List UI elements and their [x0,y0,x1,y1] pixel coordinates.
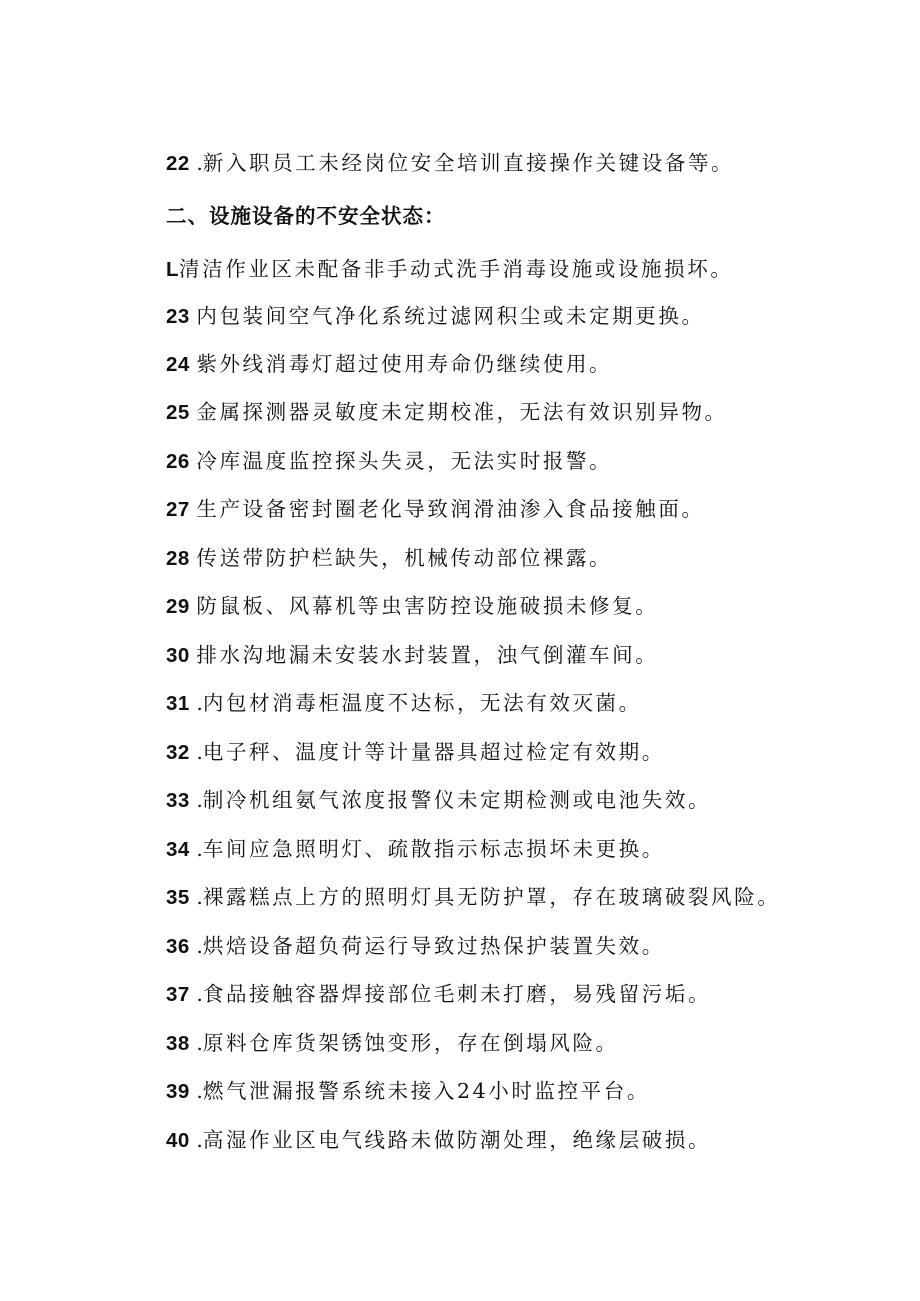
list-item-32: 32 .电子秤、温度计等计量器具超过检定有效期。 [166,740,665,764]
list-item-33: 33 .制冷机组氨气浓度报警仪未定期检测或电池失效。 [166,788,712,812]
list-item-31: 31 .内包材消毒柜温度不达标，无法有效灭菌。 [166,691,642,715]
item-text: 车间应急照明灯、疏散指示标志损坏未更换。 [202,837,665,861]
list-item-30 [166,642,658,669]
item-number: 26 [166,450,190,473]
list-item-25 [166,399,728,426]
list-item-26 [166,448,612,475]
item-text: 内包装间空气净化系统过滤网积尘或未定期更换。 [196,304,705,328]
item-text: 裸露糕点上方的照明灯具无防护罩，存在玻璃破裂风险。 [202,885,781,909]
list-item-34: 34 .车间应急照明灯、疏散指示标志损坏未更换。 [166,837,665,861]
item-text: 烘焙设备超负荷运行导致过热保护装置失效。 [202,934,665,958]
item-number: 32 [166,741,190,764]
list-item-28 [166,545,612,572]
item-text: 紫外线消毒灯超过使用寿命仍继续使用。 [196,352,613,376]
item-number: 37 [166,983,190,1006]
list-item-23 [166,303,705,330]
list-item-40: 40 .高湿作业区电气线路未做防潮处理，绝缘层破损。 [166,1128,712,1152]
list-item-22: 22 .新入职员工未经岗位安全培训直接操作关键设备等。 [166,151,735,175]
item-text: 高湿作业区电气线路未做防潮处理，绝缘层破损。 [202,1128,712,1152]
item-number: 22 [166,152,190,175]
section-heading: 二、设施设备的不安全状态： [166,204,446,228]
item-number: 25 [166,401,190,424]
list-item-29 [166,593,658,620]
item-text: 电子秤、温度计等计量器具超过检定有效期。 [202,740,665,764]
item-number: 31 [166,692,190,715]
item-text: 冷库温度监控探头失灵，无法实时报警。 [196,449,613,473]
list-item-36: 36 .烘焙设备超负荷运行导致过热保护装置失效。 [166,934,665,958]
item-text: 金属探测器灵敏度未定期校准，无法有效识别异物。 [196,400,728,424]
item-number: 35 [166,886,190,909]
item-number: 36 [166,935,190,958]
item-text: 原料仓库货架锈蚀变形，存在倒塌风险。 [202,1031,619,1055]
item-number: 40 [166,1129,190,1152]
list-item-38: 38 .原料仓库货架锈蚀变形，存在倒塌风险。 [166,1031,619,1055]
item-number: 33 [166,789,190,812]
item-text: 防鼠板、风幕机等虫害防控设施破损未修复。 [196,594,659,618]
item-number: 30 [166,644,190,667]
item-text: 排水沟地漏未安装水封装置，浊气倒灌车间。 [196,643,659,667]
item-number: 23 [166,305,190,328]
item-text: 新入职员工未经岗位安全培训直接操作关键设备等。 [202,151,735,175]
item-text: 内包材消毒柜温度不达标，无法有效灭菌。 [202,691,642,715]
item-number: 34 [166,838,190,861]
item-text: 清洁作业区未配备非手动式洗手消毒设施或设施损坏。 [179,257,734,281]
list-item-1 [166,256,733,283]
item-text: 食品接触容器焊接部位毛刺未打磨，易残留污垢。 [202,982,712,1006]
item-number: 27 [166,498,190,521]
item-number: 29 [166,595,190,618]
list-item-27 [166,496,705,523]
item-number: 39 [166,1080,190,1103]
item-number: 38 [166,1032,190,1055]
list-item-24 [166,351,612,378]
item-number: 24 [166,353,190,376]
list-item-35: 35 .裸露糕点上方的照明灯具无防护罩，存在玻璃破裂风险。 [166,885,781,909]
item-text: 传送带防护栏缺失，机械传动部位裸露。 [196,546,613,570]
item-number: L [166,258,180,281]
list-item-39: 39 .燃气泄漏报警系统未接入24小时监控平台。 [166,1079,650,1103]
list-item-37: 37 .食品接触容器焊接部位毛刺未打磨，易残留污垢。 [166,982,712,1006]
item-number: 28 [166,547,190,570]
item-text: 燃气泄漏报警系统未接入24小时监控平台。 [202,1079,650,1103]
item-text: 生产设备密封圈老化导致润滑油渗入食品接触面。 [196,497,705,521]
item-text: 制冷机组氨气浓度报警仪未定期检测或电池失效。 [202,788,712,812]
